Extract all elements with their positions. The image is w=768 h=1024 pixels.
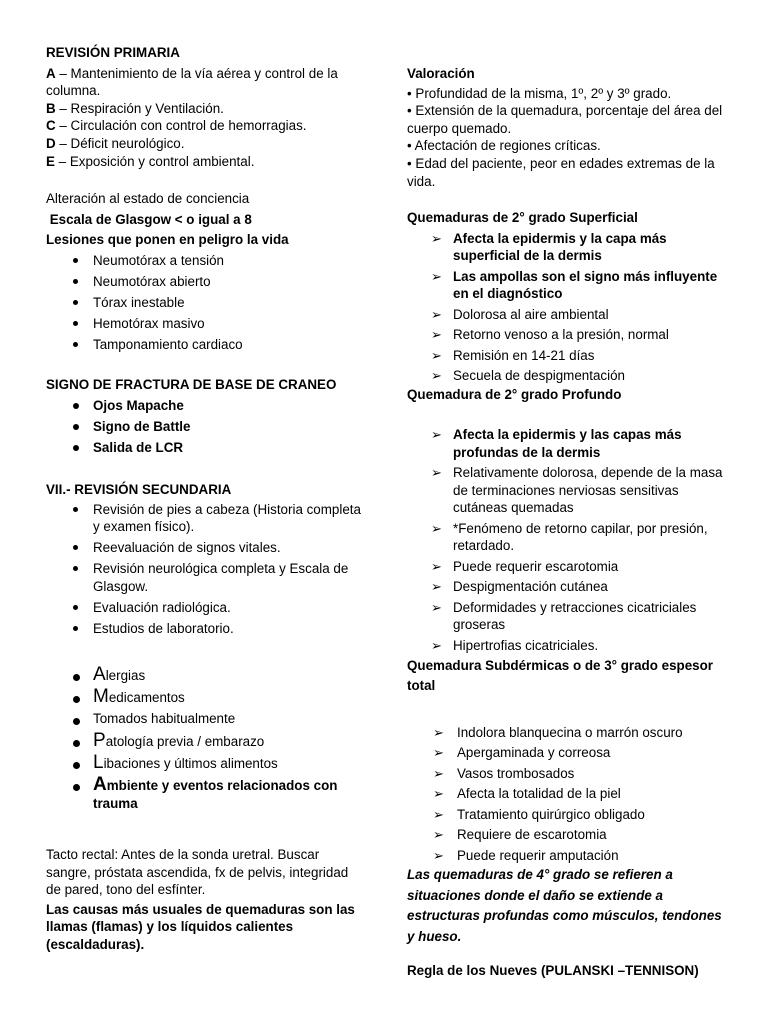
burn-causes-text: Las causas más usuales de quemaduras son las llamas (flamas) y los líquidos calientes (escaldaduras). bbox=[46, 901, 355, 952]
abcde-item-c: C – Circulación con control de hemorragias. bbox=[46, 118, 307, 134]
arrow-bullet-icon: ➢ bbox=[431, 465, 442, 481]
list-item: ➢ Puede requerir escarotomia bbox=[431, 558, 619, 574]
list-item: ➢ Despigmentación cutánea bbox=[431, 579, 608, 595]
profundo-list bbox=[407, 426, 732, 654]
arrow-bullet-icon: ➢ bbox=[431, 637, 442, 653]
list-item: ➢ Indolora blanquecina o marrón oscuro bbox=[433, 725, 683, 740]
ample-list bbox=[46, 666, 366, 812]
valoracion-heading: Valoración bbox=[407, 66, 475, 81]
rule-of-nines-heading: Regla de los Nueves (PULANSKI –TENNISON) bbox=[407, 963, 699, 978]
list-item: ➢ Las ampollas son el signo más influyente en el diagnóstico bbox=[431, 268, 718, 302]
superficial-list bbox=[407, 230, 732, 385]
list-item: ➢ Retorno venoso a la presión, normal bbox=[431, 327, 669, 343]
abcde-list bbox=[46, 65, 366, 171]
superficial-heading: Quemaduras de 2° grado Superficial bbox=[407, 210, 638, 225]
third-degree-heading: Quemadura Subdérmicas o de 3° grado espesor total bbox=[407, 658, 713, 694]
valoracion-list bbox=[407, 85, 732, 191]
list-item: ➢ Requiere de escarotomia bbox=[433, 827, 607, 843]
list-item: ➢ Tratamiento quirúrgico obligado bbox=[433, 806, 645, 822]
abcde-item-a: A – Mantenimiento de la vía aérea y control de la columna. bbox=[46, 65, 338, 99]
primary-survey-heading: REVISIÓN PRIMARIA bbox=[46, 45, 180, 60]
skull-fracture-heading: SIGNO DE FRACTURA DE BASE DE CRANEO bbox=[46, 377, 337, 392]
list-item: Revisión de pies a cabeza (Historia completa y examen físico). bbox=[46, 501, 366, 536]
list-item: ➢ Dolorosa al aire ambiental bbox=[431, 306, 609, 322]
skull-fracture-list bbox=[46, 397, 366, 457]
ample-item-medications: Medicamentos bbox=[46, 688, 366, 707]
list-item: ➢ Afecta la epidermis y las capas más profundas de la dermis bbox=[431, 427, 682, 460]
list-item: ➢ Deformidades y retracciones cicatriciales groseras bbox=[431, 599, 697, 633]
list-item: ➢ Remisión en 14-21 días bbox=[431, 347, 595, 363]
arrow-bullet-icon: ➢ bbox=[431, 520, 442, 536]
list-item: Ojos Mapache bbox=[46, 397, 366, 415]
ample-item-usual: Tomados habitualmente bbox=[46, 710, 366, 728]
arrow-bullet-icon: ➢ bbox=[431, 268, 442, 284]
arrow-bullet-icon: ➢ bbox=[433, 745, 444, 761]
arrow-bullet-icon: ➢ bbox=[433, 765, 444, 781]
list-item: Reevaluación de signos vitales. bbox=[46, 539, 366, 557]
arrow-bullet-icon: ➢ bbox=[433, 806, 444, 822]
list-item: Salida de LCR bbox=[46, 439, 366, 457]
arrow-bullet-icon: ➢ bbox=[433, 847, 444, 863]
list-item: ➢ Vasos trombosados bbox=[433, 765, 575, 781]
arrow-bullet-icon: ➢ bbox=[431, 306, 442, 322]
lesions-heading: Lesiones que ponen en peligro la vida bbox=[46, 232, 289, 248]
abcde-item-b: B – Respiración y Ventilación. bbox=[46, 100, 224, 116]
list-item: Neumotórax a tensión bbox=[46, 252, 366, 270]
list-item: Hemotórax masivo bbox=[46, 315, 366, 333]
secondary-survey-list bbox=[46, 501, 366, 638]
arrow-bullet-icon: ➢ bbox=[433, 786, 444, 802]
third-degree-list bbox=[407, 724, 732, 865]
list-item: ➢ Apergaminada y correosa bbox=[433, 745, 611, 761]
lesions-list bbox=[46, 252, 366, 354]
fourth-degree-note: Las quemaduras de 4° grado se refieren a situaciones donde el daño se extiende a estructuras profundas como músculos, tendones y hueso. bbox=[407, 867, 722, 944]
list-item: ➢ Afecta la totalidad de la piel bbox=[433, 786, 621, 802]
list-item: • Edad del paciente, peor en edades extremas de la vida. bbox=[407, 155, 715, 189]
list-item: • Afectación de regiones críticas. bbox=[407, 138, 601, 154]
list-item: ➢ Hipertrofias cicatriciales. bbox=[431, 637, 599, 653]
list-item: ➢ Afecta la epidermis y la capa más superficial de la dermis bbox=[431, 230, 667, 264]
list-item: ➢ Puede requerir amputación bbox=[433, 847, 619, 863]
abcde-item-d: D – Déficit neurológico. bbox=[46, 135, 185, 151]
ample-item-environment: Ambiente y eventos relacionados con trauma bbox=[46, 776, 366, 812]
arrow-bullet-icon: ➢ bbox=[431, 579, 442, 595]
list-item: Estudios de laboratorio. bbox=[46, 620, 366, 638]
list-item: • Profundidad de la misma, 1º, 2º y 3º grado. bbox=[407, 85, 672, 101]
list-item: Neumotórax abierto bbox=[46, 273, 366, 291]
list-item: ➢ Relativamente dolorosa, depende de la masa de terminaciones nerviosas sensitivas cutáneas quemadas bbox=[431, 465, 723, 516]
rectal-exam-text: Tacto rectal: Antes de la sonda uretral. Buscar sangre, próstata ascendida, fx de pelvis, integridad de pared, tono del esfínter. bbox=[46, 847, 349, 898]
ample-item-allergies: Alergias bbox=[46, 666, 366, 685]
arrow-bullet-icon: ➢ bbox=[431, 347, 442, 363]
arrow-bullet-icon: ➢ bbox=[431, 599, 442, 615]
ample-item-pathology: Patología previa / embarazo bbox=[46, 732, 366, 751]
glasgow-text: Escala de Glasgow < o igual a 8 bbox=[46, 211, 252, 227]
list-item: • Extensión de la quemadura, porcentaje del área del cuerpo quemado. bbox=[407, 103, 723, 136]
arrow-bullet-icon: ➢ bbox=[431, 558, 442, 574]
arrow-bullet-icon: ➢ bbox=[431, 327, 442, 343]
secondary-survey-heading: VII.- REVISIÓN SECUNDARIA bbox=[46, 482, 232, 497]
list-item: Tórax inestable bbox=[46, 294, 366, 312]
arrow-bullet-icon: ➢ bbox=[431, 230, 442, 246]
profundo-heading: Quemadura de 2° grado Profundo bbox=[407, 386, 622, 402]
ample-item-last-meal: Libaciones y últimos alimentos bbox=[46, 754, 366, 773]
list-item: Evaluación radiológica. bbox=[46, 599, 366, 617]
arrow-bullet-icon: ➢ bbox=[433, 725, 444, 740]
arrow-bullet-icon: ➢ bbox=[431, 427, 442, 442]
abcde-item-e: E – Exposición y control ambiental. bbox=[46, 153, 255, 169]
consciousness-text: Alteración al estado de conciencia bbox=[46, 191, 250, 206]
arrow-bullet-icon: ➢ bbox=[431, 368, 442, 384]
list-item: Tamponamiento cardiaco bbox=[46, 336, 366, 354]
list-item: ➢ Secuela de despigmentación bbox=[431, 368, 625, 384]
arrow-bullet-icon: ➢ bbox=[433, 827, 444, 843]
list-item: Revisión neurológica completa y Escala de Glasgow. bbox=[46, 560, 366, 595]
list-item: ➢ *Fenómeno de retorno capilar, por presión, retardado. bbox=[431, 520, 708, 554]
list-item: Signo de Battle bbox=[46, 418, 366, 436]
